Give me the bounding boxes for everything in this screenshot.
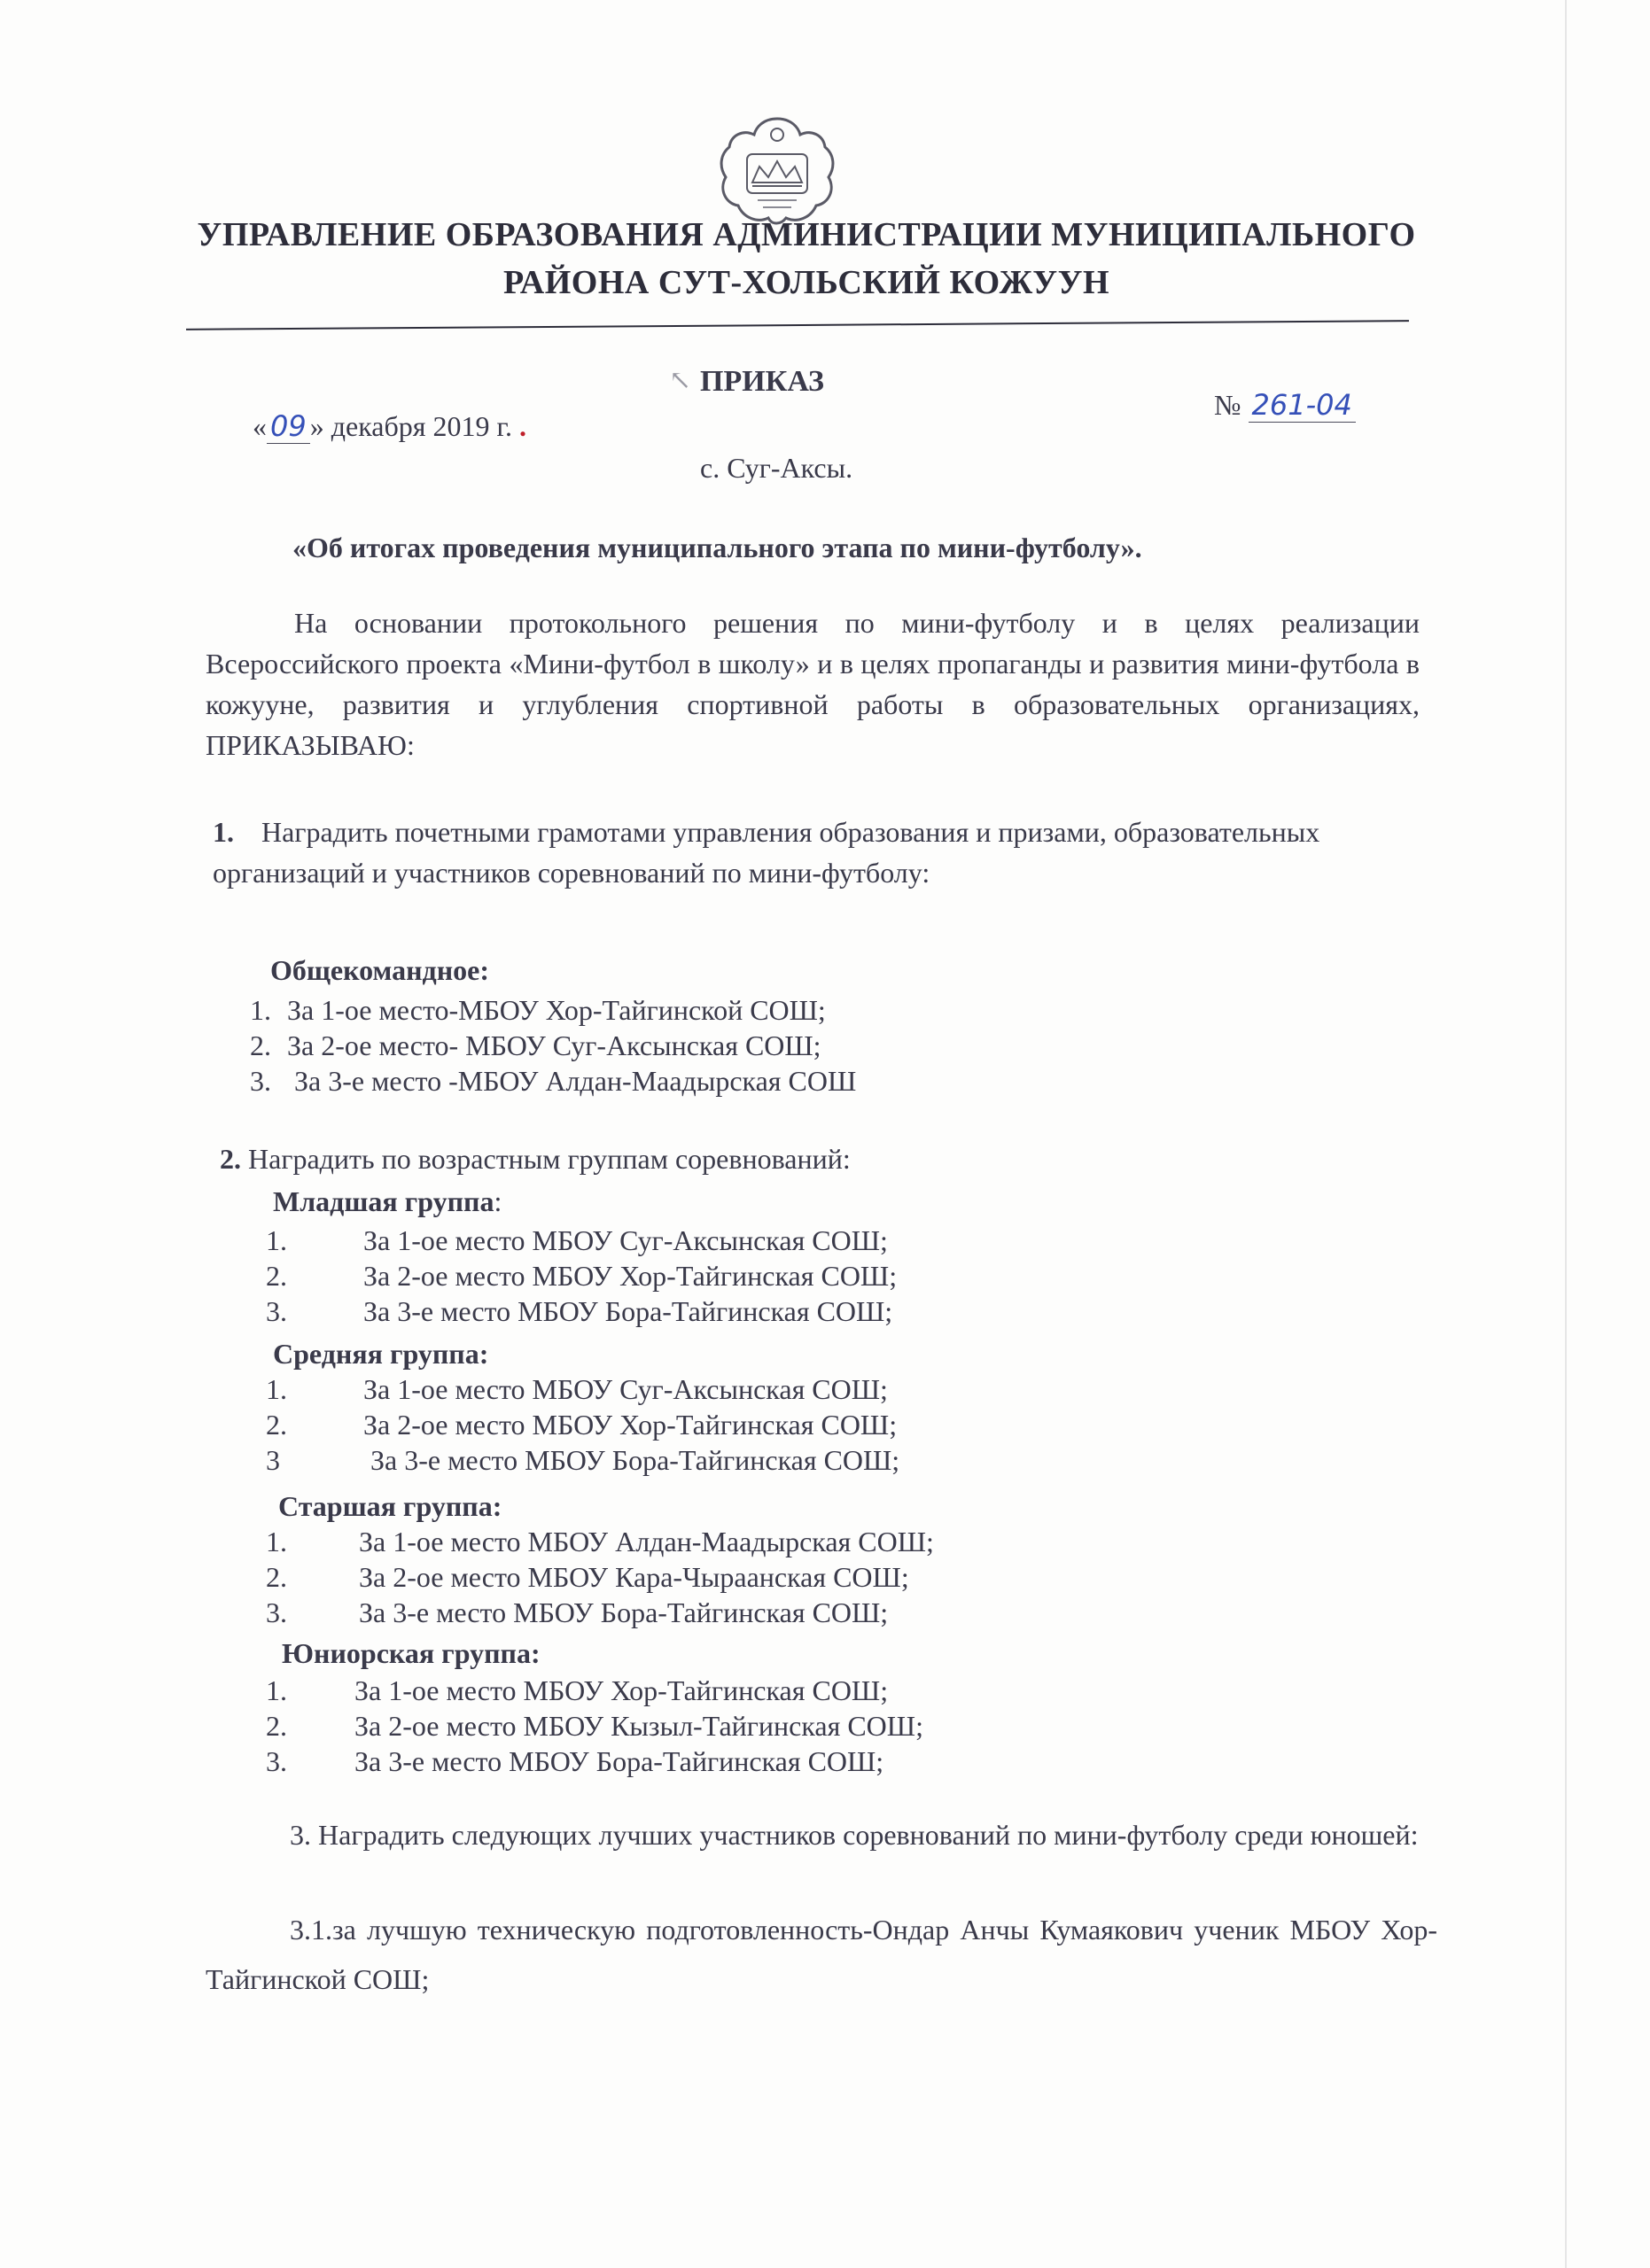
award-row bbox=[266, 1407, 899, 1442]
group-label: Средняя группа: bbox=[273, 1338, 489, 1370]
row-number: 1. bbox=[266, 1373, 287, 1405]
header-divider bbox=[186, 320, 1409, 330]
row-number: 3. bbox=[250, 1065, 271, 1097]
row-text: За 1-ое место МБОУ Алдан-Маадырская СОШ; bbox=[359, 1526, 934, 1557]
row-number: 3. bbox=[266, 1295, 287, 1327]
row-number: 1. bbox=[250, 994, 271, 1026]
number-label: № bbox=[1214, 389, 1241, 421]
order-date bbox=[253, 409, 526, 443]
row-number: 2. bbox=[250, 1029, 271, 1061]
intro-paragraph: На основании протокольного решения по мини-футболу и в целях реализации Всероссийского проекта «Мини-футбол в школу» и в целях пропаганды и развития мини-футбола в кожууне, развития и углубления спортивной работы в образовательных организациях, ПРИКАЗЫВАЮ: bbox=[206, 607, 1420, 761]
row-text: За 3-е место МБОУ Бора-Тайгинская СОШ; bbox=[359, 1596, 889, 1628]
date-day-handwritten: 09 bbox=[267, 409, 310, 444]
overall-label: Общекомандное: bbox=[270, 954, 490, 986]
date-month-year: » декабря 2019 г. bbox=[309, 410, 512, 442]
item-1 bbox=[213, 812, 1436, 893]
overall-row bbox=[250, 1063, 856, 1099]
order-place: с. Суг-Аксы. bbox=[700, 452, 853, 484]
row-number: 2. bbox=[266, 1561, 287, 1593]
group-label: Младшая группа bbox=[273, 1185, 494, 1217]
number-handwritten: 261-04 bbox=[1249, 388, 1356, 423]
item-2-text: Наградить по возрастным группам соревнований: bbox=[248, 1143, 851, 1175]
award-row bbox=[266, 1708, 923, 1744]
item-3: 3. Наградить следующих лучших участников соревнований по мини-футболу среди юношей: bbox=[290, 1819, 1419, 1851]
award-row bbox=[266, 1524, 934, 1559]
award-row bbox=[266, 1673, 923, 1708]
award-row bbox=[266, 1442, 899, 1478]
overall-section bbox=[270, 952, 489, 988]
group-juniors-league-list bbox=[266, 1673, 923, 1779]
row-number: 3. bbox=[266, 1596, 287, 1628]
row-text: За 1-ое место МБОУ Суг-Аксынская СОШ; bbox=[363, 1224, 888, 1256]
row-text: За 3-е место МБОУ Бора-Тайгинская СОШ; bbox=[354, 1745, 884, 1777]
award-row bbox=[266, 1595, 934, 1630]
organization-header bbox=[195, 211, 1418, 307]
row-text: За 2-ое место МБОУ Кызыл-Тайгинская СОШ; bbox=[354, 1710, 923, 1742]
date-open-quote: « bbox=[253, 410, 267, 442]
row-text: За 3-е место МБОУ Бора-Тайгинская СОШ; bbox=[363, 1295, 893, 1327]
row-number: 3 bbox=[266, 1444, 280, 1476]
award-row bbox=[266, 1293, 897, 1329]
group-junior-list bbox=[266, 1223, 897, 1329]
overall-list bbox=[250, 992, 856, 1099]
group-senior-list bbox=[266, 1524, 934, 1630]
item-2 bbox=[220, 1141, 851, 1177]
red-dot-mark: . bbox=[518, 410, 526, 442]
header-line-1: УПРАВЛЕНИЕ ОБРАЗОВАНИЯ АДМИНИСТРАЦИИ МУНИЦИПАЛЬНОГО bbox=[197, 216, 1416, 253]
group-juniors-league bbox=[282, 1635, 541, 1671]
group-label: Старшая группа: bbox=[278, 1490, 502, 1522]
row-text: За 2-ое место МБОУ Хор-Тайгинская СОШ; bbox=[363, 1260, 898, 1292]
header-line-2: РАЙОНА СУТ-ХОЛЬСКИЙ КОЖУУН bbox=[502, 264, 1110, 301]
row-text: За 1-ое место МБОУ Суг-Аксынская СОШ; bbox=[363, 1373, 888, 1405]
row-number: 3. bbox=[266, 1745, 287, 1777]
row-number: 2. bbox=[266, 1260, 287, 1292]
pencil-mark: ↖ bbox=[669, 366, 692, 395]
order-title: ПРИКАЗ bbox=[700, 365, 824, 398]
row-text: За 1-ое место-МБОУ Хор-Тайгинской СОШ; bbox=[287, 994, 826, 1026]
order-subject: «Об итогах проведения муниципального этапа по мини-футболу». bbox=[292, 532, 1142, 563]
row-number: 2. bbox=[266, 1409, 287, 1441]
award-row bbox=[266, 1371, 899, 1407]
overall-row bbox=[250, 992, 856, 1028]
award-row bbox=[266, 1258, 897, 1293]
group-label: Юниорская группа: bbox=[282, 1637, 541, 1669]
row-text: За 3-е место МБОУ Бора-Тайгинская СОШ; bbox=[363, 1444, 900, 1476]
group-senior bbox=[278, 1488, 502, 1524]
row-number: 2. bbox=[266, 1710, 287, 1742]
item-1-number: 1. bbox=[213, 816, 234, 848]
group-label-suffix: : bbox=[494, 1185, 502, 1217]
item-3-1: 3.1.за лучшую техническую подготовленность-Ондар Анчы Кумаякович ученик МБОУ Хор-Тайгинской СОШ; bbox=[206, 1914, 1437, 1995]
row-text: За 1-ое место МБОУ Хор-Тайгинская СОШ; bbox=[354, 1674, 889, 1706]
row-number: 1. bbox=[266, 1526, 287, 1557]
overall-row bbox=[250, 1028, 856, 1063]
group-junior bbox=[273, 1184, 502, 1219]
award-row bbox=[266, 1744, 923, 1779]
award-row bbox=[266, 1559, 934, 1595]
row-text: За 2-ое место- МБОУ Суг-Аксынская СОШ; bbox=[287, 1029, 821, 1061]
order-number bbox=[1214, 388, 1356, 422]
item-2-number: 2. bbox=[220, 1143, 241, 1175]
page-edge-line bbox=[1565, 0, 1567, 2268]
row-text: За 3-е место -МБОУ Алдан-Маадырская СОШ bbox=[287, 1065, 857, 1097]
item-1-text: Наградить почетными грамотами управления образования и призами, образовательных организаций и участников соревнований по мини-футболу: bbox=[213, 816, 1320, 889]
award-row bbox=[266, 1223, 897, 1258]
group-middle-list bbox=[266, 1371, 899, 1478]
row-number: 1. bbox=[266, 1674, 287, 1706]
row-number: 1. bbox=[266, 1224, 287, 1256]
row-text: За 2-ое место МБОУ Кара-Чыраанская СОШ; bbox=[359, 1561, 909, 1593]
group-middle bbox=[273, 1336, 488, 1371]
row-text: За 2-ое место МБОУ Хор-Тайгинская СОШ; bbox=[363, 1409, 898, 1441]
